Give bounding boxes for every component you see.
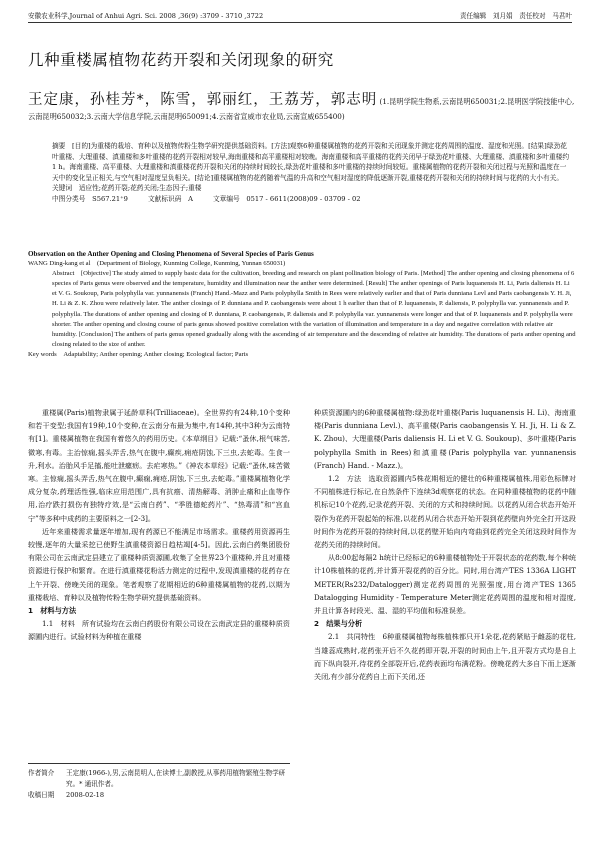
keywords-cn: 关键词 适应性;花药开裂;花药关闭;生态因子;重楼 (52, 184, 202, 193)
editors-line: 责任编辑 刘月娟 责任校对 马君叶 (459, 12, 572, 20)
intro-paragraph-1: 重楼属(Paris)植物隶属于延龄草科(Trilliaceae)。全世界约有24种,10个变种和若干变型;我国有19种,10个变种,在云南分布最为集中,有14种,其中3种为云南特有[1]。重楼属植物在我国有着悠久的药用历史。《本草纲目》记载:“蚤休,根气味苦,微寒,有毒。主治惊痫,摇头弄舌,热气在腹中,癫疾,痈疮阴蚀,下三虫,去蛇毒。生食一升,利水。治胎风手足搐,能吐泄瘰疬。去疟寒热。”《神农本草经》记载:“蚤休,味苦微寒。主惊痫,摇头弄舌,热气在腹中,癫痫,痈疮,阴蚀,下三虫,去蛇毒。”重楼属植物化学成分复杂,药理活性强,临床应用范围广,具有抗癌、清热解毒、消肿止痛和止血等作用,治疗跌打损伤有独特疗效,是“云南白药”、“季胜德蛇药片”、“热毒清”和“宫血宁”等多种中成药的主要原料之一[2-3]。 (28, 408, 290, 523)
section-heading-results: 2 结果与分析 (314, 619, 363, 629)
english-keywords: Key words Adaptability; Anther opening; Anther closing; Ecological factor; Paris (28, 350, 249, 358)
abstract-cn-text: 摘要 [目的]为重楼的栽培、育种以及植物传粉生物学研究提供基础资料。[方法]观察6种重楼属植物的花药开裂和关闭现象并测定花药周围的温度、湿度和光照。[结果]绿劲花叶重楼、大理重楼、滇重楼和多叶重楼的花药开裂相对较早,海南重楼和高平重楼相对较晚。海南重楼和高平重楼的花药关闭早于绿劲花叶重楼、大理重楼、滇重楼和多叶重楼约1 h。海南重楼、高平重楼、大理重楼和滇重楼花药开裂和关闭的持续时间较长,绿劲花叶重楼和多叶重楼的持续时间较短。重楼属植物的花药开裂和关闭过程与光照和温度在一天中的变化呈正相关,与空气相对湿度呈负相关。[结论]重楼属植物的花药随着气温的升高和空气相对湿度的降低逐渐开裂,重楼花药开裂和关闭的持续时间与花药的大小有关。 (52, 142, 570, 182)
paper-title: 几种重楼属植物花药开裂和关闭现象的研究 (28, 51, 334, 69)
methods-paragraph: 1.2 方法 选取资源圃内5株花期相近的健壮的6种重楼属植株,用彩色标牌对不同植株进行标记,在自然条件下连续3d观察花的状态。在同种重楼植物的花药中随机标记10个花药,记录花药开裂、关闭的方式和持续时间。以花药从闭合状态开始开裂作为花药开裂起始的标准,以花药从闭合状态开始开裂到花药壁向外完全打开这段时间作为花药开裂的持续时间,以花药壁开始向内弯曲到花药完全关闭这段时间作为花药关闭的持续时间。 (314, 474, 576, 550)
body-right-column (314, 406, 576, 683)
materials-paragraph: 1.1 材料 所有试验均在云南白药股份有限公司设在云南武定县的重楼种质资源圃内进行。试验材料为种植在重楼 (28, 619, 290, 642)
journal-citation: 安徽农业科学,Journal of Anhui Agri. Sci. 2008 ,36(9) :3709 - 3710 ,3722 (28, 12, 264, 20)
english-authors: WANG Ding-kang et al (Department of Biology, Kunming College, Kunming, Yunnan 650031) (28, 260, 286, 268)
section-heading-materials-methods: 1 材料与方法 (28, 606, 77, 616)
chinese-abstract (52, 141, 572, 205)
author-names: 王定康，孙桂芳*，陈雪，郭丽红，王荔芳，郭志明 (28, 92, 378, 108)
results-paragraph: 2.1 共同特性 6种重楼属植物每株植株都只开1朵花,花药紧贴于雌蕊的花柱,当雄蕊成熟时,花药张开后不久花药即开裂,开裂的时间由上午,且开裂方式均是自上而下纵向裂开,待花药全部裂开后,花药表面均布满花粉。傍晚花药大多自下而上逐渐关闭,有少部分花药自上而下关闭,还 (314, 632, 576, 682)
footnote-label-author: 作者简介 (28, 769, 55, 777)
running-header (28, 8, 572, 23)
measurement-paragraph: 从8:00起每隔2 h统计已经标记的6种重楼植物处于开裂状态的花药数,每个种统计10株植株的花药,并计算开裂花药的百分比。同时,用台湾产TES 1336A LIGHT METER(Rs232/Datalogger)测定花药周围的光照强度,用台湾产TES 1365 Datalogging Humidity - Temperature Meter测定花药周围的温度和相对湿度,并且计算各时段光、温、湿的平均值和标准误差。 (314, 553, 576, 616)
body-left-column (28, 406, 290, 644)
english-title: Observation on the Anther Opening and Closing Phenomena of Several Species of Paris Genus (28, 250, 314, 258)
footnote (28, 763, 290, 801)
author-affiliation: (1.昆明学院生物系,云南昆明650031;2.昆明医学院技能中心,云南昆明650032;3.云南大学信息学院,云南昆明650091;4.云南省宣威市农业局,云南宣威655400) (28, 97, 575, 121)
footnote-received-date: 2008-02-18 (66, 791, 105, 799)
footnote-label-received: 收稿日期 (28, 791, 55, 799)
intro-paragraph-2: 近年来重楼需求量逐年增加,现有药源已不能满足市场需求。重楼药用资源再生较慢,逐年的大量采挖已使野生滇重楼资源日趋枯竭[4-5]。因此,云南白药集团股份有限公司在云南武定县建立了重楼种质资源圃,收集了全世界23个重楼种,并且对重楼资源进行保护和繁育。在进行滇重楼花粉活力测定的过程中,发现滇重楼的花药存在上午开裂、傍晚关闭的现象。笔者观察了花期相近的6种重楼属植物的花药,以期为重楼栽培、育种以及植物传粉生物学研究提供基础资料。 (28, 526, 290, 602)
footnote-author-bio: 王定康(1966-),男,云南昆明人,在读博士,副教授,从事药用植物繁殖生物学研究。* 通讯作者。 (66, 769, 286, 788)
english-abstract (28, 249, 576, 360)
materials-species-list: 种质资源圃内的6种重楼属植物:绿劲花叶重楼(Paris luquanensis H. Li)、海南重楼(Paris dunniana Levl.)、高平重楼(Paris caobangensis Y. H. Ji, H. Li & Z. K. Zhou)、大理重楼(Paris daliensis H. Li et V. G. Soukoup)、多叶重楼(Paris polyphylla Smith in Rees)和滇重楼(Paris polyphylla var. yunnanensis (Franch) Hand. - Mazz.)。 (314, 408, 576, 470)
classification-line: 中图分类号 S567.21⁺9 文献标识码 A 文章编号 0517 - 6611(2008)09 - 03709 - 02 (52, 194, 361, 203)
author-block (28, 93, 576, 124)
english-abstract-text: Abstract [Objective] The study aimed to supply basic data for the cultivation, breeding and research on plant pollination biology of Paris. [Method] The anther opening and closing phenomena of 6 species of Paris genus were observed and the temperature, humidity and illumination near the anther were determined. [Result] The anther openings of Paris luquanensis H. Li, Paris daliensis H. Li et V. G. Soukoup, Paris polyphylla var. yunnanensis (Franch) Hand.-Mazz and Paris polyphylla Smith in Rees were relatively earlier and that of Paris dunniana Levl and Paris caobangensis Y. H. Ji, H. Li & Z. K. Zhou were relatively later. The anther closings of P. dunniana and P. caobangensis were about 1 h earlier than that of P. luquanensis, P. daliensis, P. polyphylla var. yunnanensis and P. polyphylla. The durations of anther opening and closing of P. dunniana, P. caobangensis, P. daliensis and P. polyphylla var. yunnanensis were longer and that of P. luquanensis and P. polyphylla were shorter. The anther opening and closing course of paris genus showed positive correlation with the variation of illumination and temperature in a day and negative correlation with relative air humidity. [Conclusion] The anthers of paris genus opened gradually along with the ascending of air temperature and the descending of relative air humidity. The durations of paris anther opening and closing related to the size of anther. (52, 270, 576, 348)
